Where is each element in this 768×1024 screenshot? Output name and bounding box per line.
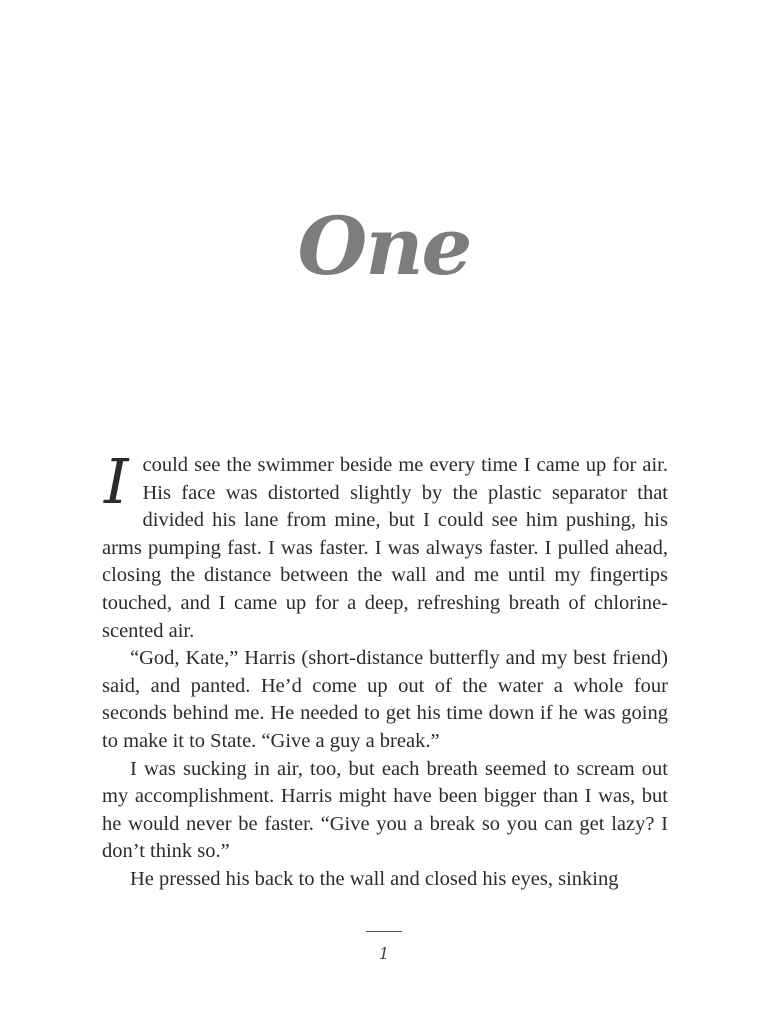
chapter-title: One	[297, 199, 471, 293]
folio-rule	[366, 931, 402, 932]
chapter-body	[102, 445, 668, 894]
page-number: 1	[378, 944, 390, 963]
paragraph-2: “God, Kate,” Harris (short-distance butterfly and my best friend) said, and panted. He’d come up out of the water a whole four seconds behind me. He needed to get his time down if he was going to make it to State. “Give a guy a break.”	[102, 647, 668, 752]
paragraph-3: I was sucking in air, too, but each breath seemed to scream out my accomplishment. Harris might have been bigger than I was, but he would never be faster. “Give you a break so you can get lazy? I don’t think so.”	[102, 757, 668, 863]
paragraph-1-text: could see the swimmer beside me every time I came up for air. His face was distorted slightly by the plastic separator that divided his lane from mine, but I could see him pushing, his arms pumping fast. I was faster. I was always faster. I pulled ahead, closing the distance between the wall and me until my fingertips touched, and I came up for a deep, refreshing breath of chlorine-scented air.	[102, 454, 668, 642]
paragraph-1	[102, 445, 668, 645]
paragraph-4: He pressed his back to the wall and closed his eyes, sinking	[130, 867, 619, 890]
drop-cap: I	[104, 445, 129, 518]
